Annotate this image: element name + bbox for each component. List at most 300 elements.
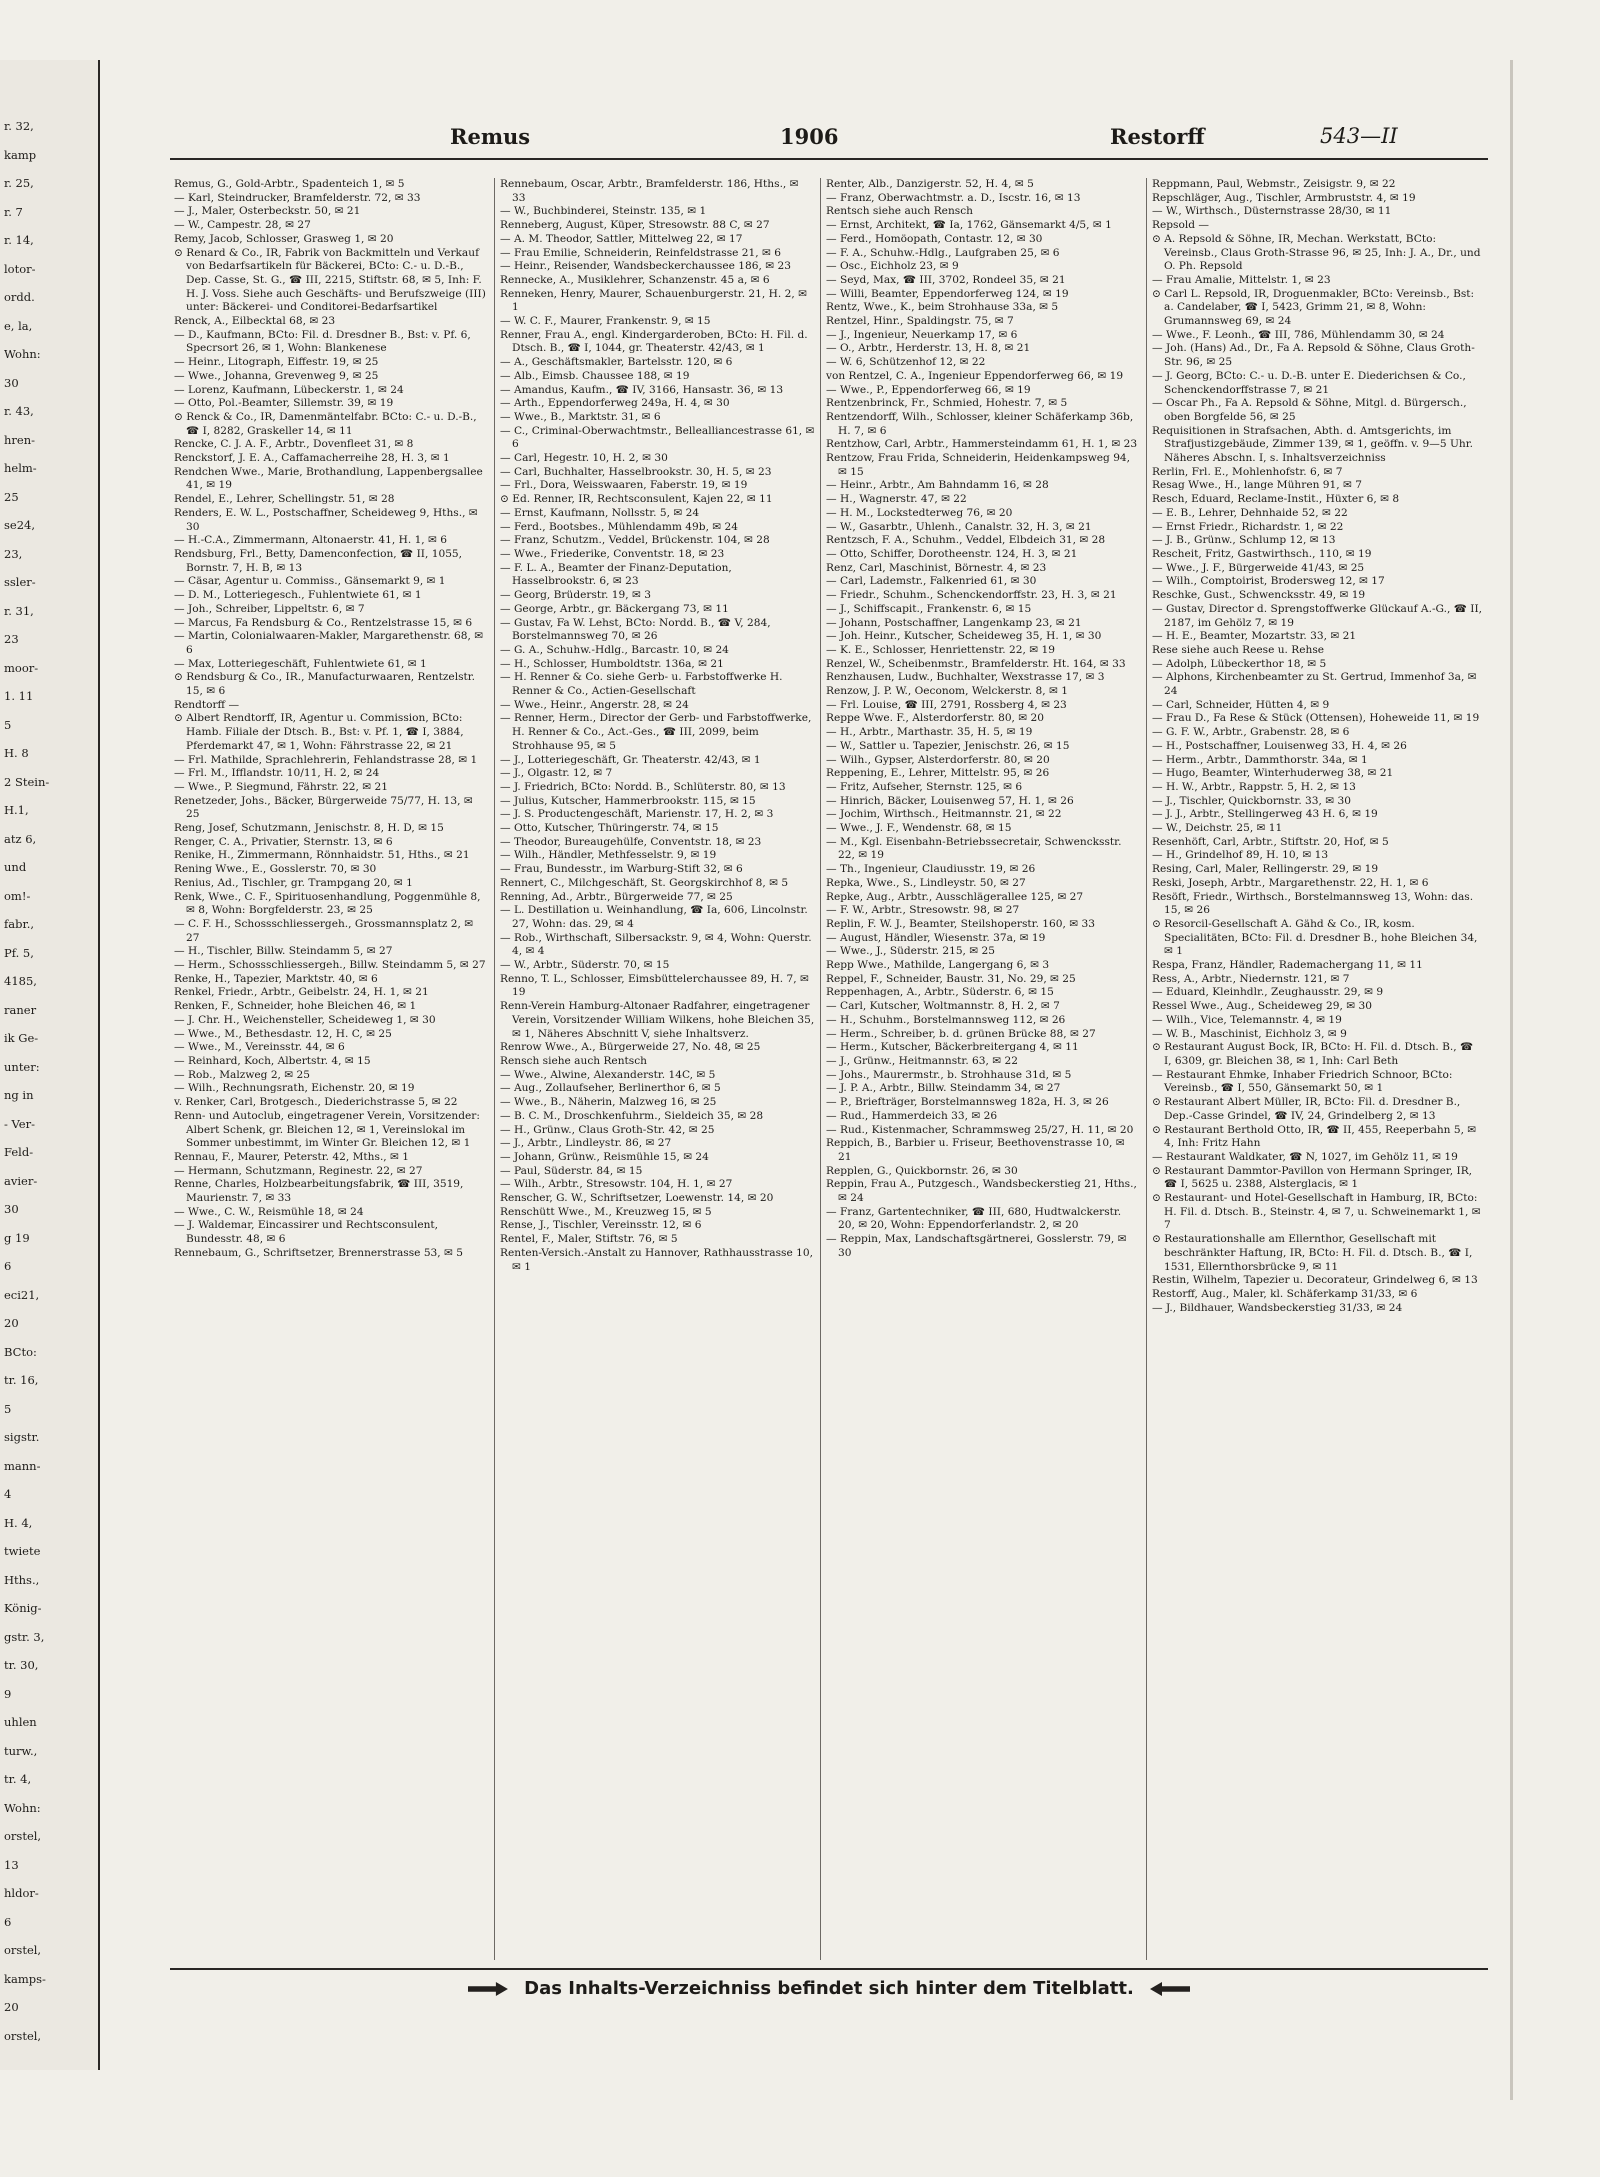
fragment-text: turw.,: [4, 1743, 38, 1758]
fragment-text: atz 6,: [4, 831, 37, 846]
directory-entry: — Wwe., M., Bethesdastr. 12, H. C, ✉ 25: [174, 1027, 392, 1040]
directory-entry: — C., Criminal-Oberwachtmstr., Bellealliancestrasse 61, ✉ 6: [500, 424, 815, 451]
directory-entry: Rendchen Wwe., Marie, Brothandlung, Lappenbergsallee 41, ✉ 19: [174, 465, 483, 492]
header-year: 1906: [780, 124, 839, 149]
directory-entry: — H. Renner & Co. siehe Gerb- u. Farbstoffwerke H. Renner & Co., Actien-Gesellschaft: [500, 671, 783, 698]
directory-entry: Renn- und Autoclub, eingetragener Verein, Vorsitzender: Albert Schenk, gr. Bleichen 12, ✉ 1, Vereinslokal im Sommer unbestimmt, im Winter Gr. Bleichen 12, ✉ 1: [174, 1109, 480, 1150]
directory-entry: ⊙ Resorcil-Gesellschaft A. Gähd & Co., IR, kosm. Specialitäten, BCto: Fil. d. Dresdner B., hohe Bleichen 34, ✉ 1: [1152, 917, 1478, 958]
directory-entry: Renders, E. W. L., Postschaffner, Scheideweg 9, Hths., ✉ 30: [174, 506, 478, 533]
directory-entry: — J. Georg, BCto: C.- u. D.-B. unter E. Diederichsen & Co., Schenckendorffstrasse 7, ✉ 21: [1152, 369, 1466, 396]
directory-entry: — Herm., Schreiber, b. d. grünen Brücke 88, ✉ 27: [826, 1027, 1096, 1040]
directory-entry: — P., Briefträger, Borstelmannsweg 182a, H. 3, ✉ 26: [826, 1096, 1109, 1109]
directory-entry: Reppel, F., Schneider, Baustr. 31, No. 29, ✉ 25: [826, 972, 1076, 985]
directory-entry: — Fritz, Aufseher, Sternstr. 125, ✉ 6: [826, 780, 1023, 793]
directory-entry: — Wilh., Gypser, Alsterdorferstr. 80, ✉ 20: [826, 753, 1050, 766]
fragment-text: ik Ge-: [4, 1031, 39, 1045]
directory-entry: — A. M. Theodor, Sattler, Mittelweg 22, ✉ 17: [500, 232, 743, 245]
directory-entry: Reppenhagen, A., Arbtr., Süderstr. 6, ✉ 15: [826, 986, 1054, 999]
directory-entry: Respa, Franz, Händler, Rademachergang 11, ✉ 11: [1152, 959, 1423, 972]
directory-entry: — Wilh., Händler, Methfesselstr. 9, ✉ 19: [500, 849, 717, 862]
pointing-hand-icon: [1150, 1982, 1190, 1996]
directory-entry: — Wwe., J. F., Bürgerweide 41/43, ✉ 25: [1152, 561, 1365, 574]
directory-entry: ⊙ Restaurant- und Hotel-Gesellschaft in Hamburg, IR, BCto: H. Fil. d. Dtsch. B., Steinstr. 4, ✉ 7, u. Schweinemarkt 1, ✉ 7: [1152, 1192, 1481, 1232]
directory-entry: — W., Buchbinderei, Steinstr. 135, ✉ 1: [500, 205, 707, 218]
directory-entry: Renter, Alb., Danzigerstr. 52, H. 4, ✉ 5: [826, 178, 1034, 190]
directory-entry: — Hugo, Beamter, Winterhuderweg 38, ✉ 21: [1152, 767, 1394, 780]
directory-entry: — W., Campestr. 28, ✉ 27: [174, 219, 311, 232]
directory-entry: — W., Arbtr., Süderstr. 70, ✉ 15: [500, 959, 670, 972]
directory-entry: — Ferd., Bootsbes., Mühlendamm 49b, ✉ 24: [500, 520, 739, 533]
directory-entry: — H., Arbtr., Marthastr. 35, H. 5, ✉ 19: [826, 726, 1033, 739]
directory-entry: — Wilh., Rechnungsrath, Eichenstr. 20, ✉ 19: [174, 1082, 415, 1095]
directory-entry: Renck, A., Eilbecktal 68, ✉ 23: [174, 315, 336, 328]
directory-entry: — J. P. A., Arbtr., Billw. Steindamm 34, ✉ 27: [826, 1082, 1061, 1095]
directory-entry: — W. C. F., Maurer, Frankenstr. 9, ✉ 15: [500, 315, 711, 328]
directory-entry: — Lorenz, Kaufmann, Lübeckerstr. 1, ✉ 24: [174, 383, 404, 396]
directory-entry: — J., Arbtr., Lindleystr. 86, ✉ 27: [500, 1137, 672, 1150]
directory-entry: — B. C. M., Droschkenfuhrm., Sieldeich 35, ✉ 28: [500, 1109, 764, 1122]
directory-entry: — F. A., Schuhw.-Hdlg., Laufgraben 25, ✉ 6: [826, 246, 1060, 259]
directory-entry: — H., Wagnerstr. 47, ✉ 22: [826, 493, 967, 506]
directory-entry: Ress, A., Arbtr., Niedernstr. 121, ✉ 7: [1152, 972, 1350, 985]
fragment-text: 30: [4, 375, 19, 390]
directory-entry: Rendsburg, Frl., Betty, Damenconfection, ☎ II, 1055, Bornstr. 7, H. B, ✉ 13: [174, 547, 463, 574]
directory-entry: Renne, Charles, Holzbearbeitungsfabrik, ☎ III, 3519, Maurienstr. 7, ✉ 33: [174, 1178, 464, 1205]
fragment-text: mann-: [4, 1458, 41, 1473]
fragment-text: König-: [4, 1601, 42, 1615]
directory-entry: Reschke, Gust., Schwencksstr. 49, ✉ 19: [1152, 589, 1366, 602]
directory-entry: — Wwe., Friederike, Conventstr. 18, ✉ 23: [500, 547, 725, 560]
directory-entry: — H., Tischler, Billw. Steindamm 5, ✉ 27: [174, 945, 393, 958]
directory-entry: — Frl. M., Ifflandstr. 10/11, H. 2, ✉ 24: [174, 767, 380, 780]
fragment-text: se24,: [4, 518, 35, 532]
directory-entry: Repp Wwe., Mathilde, Langergang 6, ✉ 3: [826, 959, 1050, 972]
fragment-text: raner: [4, 1002, 37, 1017]
directory-entry: — Carl, Kutscher, Woltmannstr. 8, H. 2, ✉ 7: [826, 1000, 1060, 1013]
directory-entry: — Wwe., Alwine, Alexanderstr. 14C, ✉ 5: [500, 1068, 716, 1081]
column-1: [174, 178, 489, 1960]
directory-entry: — Osc., Eichholz 23, ✉ 9: [826, 260, 959, 273]
directory-entry: Reppich, B., Barbier u. Friseur, Beethovenstrasse 10, ✉ 21: [826, 1137, 1125, 1163]
fragment-text: ordd.: [4, 290, 35, 304]
directory-entry: Rennert, C., Milchgeschäft, St. Georgskirchhof 8, ✉ 5: [500, 876, 789, 889]
directory-entry: ⊙ Restaurationshalle am Ellernthor, Gesellschaft mit beschränkter Haftung, IR, BCto: H. Fil. d. Dtsch. B., ☎ I, 1531, Ellernthorsbrücke 9, ✉ 11: [1152, 1233, 1473, 1273]
fragment-text: ng in: [4, 1088, 34, 1102]
directory-entry: — Hinrich, Bäcker, Louisenweg 57, H. 1, ✉ 26: [826, 794, 1074, 807]
directory-entry: — George, Arbtr., gr. Bäckergang 73, ✉ 11: [500, 602, 729, 615]
fragment-text: 9: [4, 1686, 12, 1701]
directory-entry: — J., Olgastr. 12, ✉ 7: [500, 767, 613, 780]
directory-entry: Renzel, W., Scheibenmstr., Bramfelderstr. Ht. 164, ✉ 33: [826, 657, 1126, 670]
directory-entry: — H., Schuhm., Borstelmannsweg 112, ✉ 26: [826, 1013, 1066, 1026]
directory-entry: Rendel, E., Lehrer, Schellingstr. 51, ✉ 28: [174, 493, 395, 506]
fragment-text: 13: [4, 1857, 19, 1872]
directory-entry: Reppmann, Paul, Webmstr., Zeisigstr. 9, ✉ 22: [1152, 178, 1396, 190]
fragment-text: Wohn:: [4, 347, 41, 361]
directory-entry: — Heinr., Reisender, Wandsbeckerchaussee 186, ✉ 23: [500, 260, 791, 273]
directory-entry: — Hermann, Schutzmann, Reginestr. 22, ✉ 27: [174, 1164, 423, 1177]
fragment-text: 5: [4, 1401, 12, 1416]
directory-entry: — Franz, Oberwachtmstr. a. D., Iscstr. 16, ✉ 13: [826, 191, 1081, 204]
fragment-text: r. 31,: [4, 603, 34, 618]
directory-entry: — Restaurant Waldkater, ☎ N, 1027, im Gehölz 11, ✉ 19: [1152, 1150, 1458, 1163]
directory-entry: Restin, Wilhelm, Tapezier u. Decorateur, Grindelweg 6, ✉ 13: [1152, 1274, 1478, 1287]
fragment-text: fabr.,: [4, 917, 35, 931]
directory-entry: Resch, Eduard, Reclame-Instit., Hüxter 6, ✉ 8: [1152, 493, 1400, 506]
directory-entry: — Johs., Maurermstr., b. Strohhause 31d, ✉ 5: [826, 1068, 1072, 1081]
directory-entry: — J. S. Productengeschäft, Marienstr. 17, H. 2, ✉ 3: [500, 808, 774, 821]
directory-entry: — Restaurant Ehmke, Inhaber Friedrich Schnoor, BCto: Vereinsb., ☎ I, 550, Gänsemarkt 50, ✉ 1: [1152, 1068, 1453, 1095]
running-header: [150, 116, 1480, 156]
directory-entry: Resag Wwe., H., lange Mühren 91, ✉ 7: [1152, 479, 1362, 492]
directory-entry: Reng, Josef, Schutzmann, Jenischstr. 8, H. D, ✉ 15: [174, 822, 444, 835]
directory-entry: Rescheit, Fritz, Gastwirthsch., 110, ✉ 19: [1152, 547, 1372, 560]
fragment-text: 25: [4, 489, 19, 504]
directory-entry: Renk, Wwe., C. F., Spirituosenhandlung, Poggenmühle 8, ✉ 8, Wohn: Borgfelderstr. 23, ✉ 25: [174, 890, 481, 917]
directory-entry: — Joh., Schreiber, Lippeltstr. 6, ✉ 7: [174, 602, 365, 615]
fragment-text: 23,: [4, 546, 23, 561]
directory-entry: Renike, H., Zimmermann, Rönnhaidstr. 51, Hths., ✉ 21: [174, 849, 470, 862]
directory-entry: — W., Sattler u. Tapezier, Jenischstr. 26, ✉ 15: [826, 739, 1070, 752]
footer-rule: [170, 1968, 1488, 1970]
directory-entry: Rennebaum, Oscar, Arbtr., Bramfelderstr. 186, Hths., ✉ 33: [500, 178, 799, 204]
directory-entry: Rentzow, Frau Frida, Schneiderin, Heidenkampsweg 94, ✉ 15: [826, 452, 1131, 478]
directory-entry: ⊙ A. Repsold & Söhne, IR, Mechan. Werkstatt, BCto: Vereinsb., Claus Groth-Strasse 96, ✉ 25, Inh: J. A., Dr., und O. Ph. Repsold: [1152, 232, 1481, 273]
header-right-keyword: Restorff: [1110, 124, 1205, 149]
directory-entry: — L. Destillation u. Weinhandlung, ☎ Ia, 606, Lincolnstr. 27, Wohn: das. 29, ✉ 4: [500, 904, 808, 930]
directory-entry: — Wwe., P., Eppendorferweg 66, ✉ 19: [826, 383, 1031, 396]
directory-entry: — Franz, Schutzm., Veddel, Brückenstr. 104, ✉ 28: [500, 534, 770, 547]
fragment-text: twiete: [4, 1544, 41, 1558]
directory-entry: — Alb., Eimsb. Chaussee 188, ✉ 19: [500, 369, 690, 382]
pointing-hand-icon: [468, 1982, 508, 1996]
directory-entry: Rentsch siehe auch Rensch: [826, 205, 973, 218]
directory-entry: — Ferd., Homöopath, Contastr. 12, ✉ 30: [826, 232, 1043, 245]
directory-entry: Restorff, Aug., Maler, kl. Schäferkamp 31/33, ✉ 6: [1152, 1287, 1418, 1300]
directory-entry: — Paul, Süderstr. 84, ✉ 15: [500, 1164, 643, 1177]
column-3: [826, 178, 1141, 1960]
directory-entry: Renger, C. A., Privatier, Sternstr. 13, ✉ 6: [174, 835, 393, 848]
directory-entry: — Julius, Kutscher, Hammerbrookstr. 115, ✉ 15: [500, 794, 756, 807]
directory-entry: — Theodor, Bureaugehülfe, Conventstr. 18, ✉ 23: [500, 835, 762, 848]
directory-entry: — J., Bildhauer, Wandsbeckerstieg 31/33, ✉ 24: [1152, 1301, 1403, 1314]
directory-entry: Rerlin, Frl. E., Mohlenhofstr. 6, ✉ 7: [1152, 465, 1343, 478]
fragment-text: sigstr.: [4, 1430, 40, 1444]
directory-entry: — Frl. Louise, ☎ III, 2791, Rossberg 4, ✉ 23: [826, 698, 1067, 711]
page-edge: [1510, 60, 1513, 2100]
fragment-text: 2 Stein-: [4, 774, 50, 789]
directory-entry: ⊙ Albert Rendtorff, IR, Agentur u. Commission, BCto: Hamb. Filiale der Dtsch. B., Bst: v. Pf. 1, ☎ I, 3884, Pferdemarkt 47, ✉ 1, Wohn: Fährstrasse 22, ✉ 21: [174, 712, 464, 752]
directory-entry: — Rud., Kistenmacher, Schrammsweg 25/27, H. 11, ✉ 20: [826, 1123, 1134, 1136]
directory-entry: — Heinr., Arbtr., Am Bahndamm 16, ✉ 28: [826, 479, 1049, 492]
directory-entry: — Carl, Hegestr. 10, H. 2, ✉ 30: [500, 452, 668, 465]
directory-entry: Renzhausen, Ludw., Buchhalter, Wexstrasse 17, ✉ 3: [826, 671, 1105, 684]
directory-entry: — Johann, Grünw., Reismühle 15, ✉ 24: [500, 1150, 709, 1163]
directory-entry: — D., Kaufmann, BCto: Fil. d. Dresdner B., Bst: v. Pf. 6, Specrsort 26, ✉ 1, Wohn: Blankenese: [174, 328, 471, 355]
directory-entry: Rennebaum, G., Schriftsetzer, Brennerstrasse 53, ✉ 5: [174, 1246, 464, 1259]
directory-entry: — J., Grünw., Heitmannstr. 63, ✉ 22: [826, 1055, 1018, 1067]
directory-entry: — Frau Emilie, Schneiderin, Reinfeldstrasse 21, ✉ 6: [500, 246, 781, 259]
directory-entry: — K. E., Schlosser, Henriettenstr. 22, ✉ 19: [826, 643, 1055, 656]
directory-entry: Rendtorff —: [174, 698, 240, 711]
fragment-text: uhlen: [4, 1715, 37, 1729]
directory-entry: — Karl, Steindrucker, Bramfelderstr. 72, ✉ 33: [174, 191, 421, 204]
fragment-text: orstel,: [4, 2028, 42, 2043]
fragment-text: 4: [4, 1487, 12, 1501]
fragment-text: r. 43,: [4, 404, 34, 418]
directory-entry: Reski, Joseph, Arbtr., Margarethenstr. 22, H. 1, ✉ 6: [1152, 876, 1429, 889]
directory-entry: Resenhöft, Carl, Arbtr., Stiftstr. 20, Hof, ✉ 5: [1152, 835, 1389, 848]
directory-entry: ⊙ Restaurant Dammtor-Pavillon von Hermann Springer, IR, ☎ I, 5625 u. 2388, Alsterglacis, ✉ 1: [1152, 1164, 1473, 1191]
column-divider: [494, 178, 495, 1960]
directory-entry: Renkel, Friedr., Arbtr., Geibelstr. 24, H. 1, ✉ 21: [174, 986, 429, 999]
directory-entry: Repsold —: [1152, 219, 1209, 232]
fragment-text: r. 14,: [4, 233, 34, 247]
directory-entry: — W., Wirthsch., Düsternstrasse 28/30, ✉ 11: [1152, 205, 1392, 218]
directory-entry: — J., Maler, Osterbeckstr. 50, ✉ 21: [174, 205, 361, 218]
directory-entry: — W. 6, Schützenhof 12, ✉ 22: [826, 356, 986, 369]
directory-entry: Renten-Versich.-Anstalt zu Hannover, Rathhausstrasse 10, ✉ 1: [500, 1246, 813, 1273]
directory-entry: Renner, Frau A., engl. Kindergarderoben, BCto: H. Fil. d. Dtsch. B., ☎ I, 1044, gr. Theaterstr. 42/43, ✉ 1: [500, 328, 808, 355]
directory-entry: — Herm., Kutscher, Bäckerbreitergang 4, ✉ 11: [826, 1041, 1079, 1054]
directory-entry: — Johann, Postschaffner, Langenkamp 23, ✉ 21: [826, 616, 1082, 629]
directory-entry: — Amandus, Kaufm., ☎ IV, 3166, Hansastr. 36, ✉ 13: [500, 383, 784, 396]
directory-entry: Rese siehe auch Reese u. Rehse: [1152, 643, 1325, 656]
directory-entry: — W. B., Maschinist, Eichholz 3, ✉ 9: [1152, 1027, 1347, 1040]
directory-entry: Repplen, G., Quickbornstr. 26, ✉ 30: [826, 1164, 1018, 1177]
directory-entry: — H., Grünw., Claus Groth-Str. 42, ✉ 25: [500, 1123, 715, 1136]
directory-entry: — Carl, Buchhalter, Hasselbrookstr. 30, H. 5, ✉ 23: [500, 465, 772, 478]
directory-entry: — J. B., Grünw., Schlump 12, ✉ 13: [1152, 534, 1336, 547]
fragment-text: eci21,: [4, 1287, 40, 1302]
directory-entry: Rentzenbrinck, Fr., Schmied, Hohestr. 7, ✉ 5: [826, 397, 1068, 410]
fragment-text: r. 25,: [4, 176, 34, 190]
directory-entry: Renke, H., Tapezier, Marktstr. 40, ✉ 6: [174, 972, 378, 985]
directory-entry: Remus, G., Gold-Arbtr., Spadenteich 1, ✉ 5: [174, 178, 405, 190]
fragment-text: 20: [4, 2000, 19, 2014]
fragment-text: r. 32,: [4, 119, 34, 133]
directory-entry: — Frl. Mathilde, Sprachlehrerin, Fehlandstrasse 28, ✉ 1: [174, 753, 478, 766]
directory-entry: — Wwe., Johanna, Grevenweg 9, ✉ 25: [174, 369, 379, 382]
directory-entry: Renn-Verein Hamburg-Altonaer Radfahrer, eingetragener Verein, Vorsitzender William Wilkens, hohe Bleichen 35, ✉ 1, Näheres Abschnitt V, siehe Inhaltsverz.: [500, 1000, 815, 1040]
directory-entry: Rensch siehe auch Rentsch: [500, 1055, 647, 1067]
directory-entry: — Wwe., P. Siegmund, Fährstr. 22, ✉ 21: [174, 780, 389, 793]
directory-entry: — H. E., Beamter, Mozartstr. 33, ✉ 21: [1152, 630, 1357, 643]
directory-entry: — Friedr., Schuhm., Schenckendorffstr. 23, H. 3, ✉ 21: [826, 589, 1117, 602]
fragment-text: 1. 11: [4, 689, 34, 703]
fragment-text: hldor-: [4, 1886, 39, 1900]
directory-entry: — Cäsar, Agentur u. Commiss., Gänsemarkt 9, ✉ 1: [174, 575, 446, 588]
page-number: 543—II: [1320, 124, 1398, 148]
directory-entry: von Rentzel, C. A., Ingenieur Eppendorferweg 66, ✉ 19: [826, 369, 1124, 382]
directory-entry: — Martin, Colonialwaaren-Makler, Margarethenstr. 68, ✉ 6: [174, 630, 484, 656]
directory-entry: Rennecke, A., Musiklehrer, Schanzenstr. 45 a, ✉ 6: [500, 273, 770, 286]
directory-entry: — Reinhard, Koch, Albertstr. 4, ✉ 15: [174, 1055, 371, 1067]
directory-entry: — Herm., Arbtr., Dammthorstr. 34a, ✉ 1: [1152, 753, 1368, 766]
directory-entry: — E. B., Lehrer, Dehnhaide 52, ✉ 22: [1152, 506, 1348, 519]
directory-entry: ⊙ Ed. Renner, IR, Rechtsconsulent, Kajen 22, ✉ 11: [500, 493, 773, 506]
directory-entry: — Jochim, Wirthsch., Heitmannstr. 21, ✉ 22: [826, 808, 1062, 821]
directory-entry: — Th., Ingenieur, Claudiusstr. 19, ✉ 26: [826, 863, 1036, 876]
directory-entry: — Ernst, Architekt, ☎ Ia, 1762, Gänsemarkt 4/5, ✉ 1: [826, 219, 1112, 232]
directory-entry: — Rud., Hammerdeich 33, ✉ 26: [826, 1109, 998, 1122]
directory-entry: Repka, Wwe., S., Lindleystr. 50, ✉ 27: [826, 876, 1026, 889]
directory-entry: — Reppin, Max, Landschaftsgärtnerei, Gosslerstr. 79, ✉ 30: [826, 1233, 1127, 1259]
fragment-text: 6: [4, 1914, 12, 1929]
directory-entry: Reppe Wwe. F., Alsterdorferstr. 80, ✉ 20: [826, 712, 1045, 725]
adjacent-page-fragment: [0, 60, 100, 2070]
directory-entry: — J. Friedrich, BCto: Nordd. B., Schlüterstr. 80, ✉ 13: [500, 780, 786, 793]
directory-entry: Rense, J., Tischler, Vereinsstr. 12, ✉ 6: [500, 1219, 702, 1232]
directory-entry: Reppin, Frau A., Putzgesch., Wandsbeckerstieg 21, Hths., ✉ 24: [826, 1178, 1137, 1205]
directory-entry: Rennau, F., Maurer, Peterstr. 42, Mths., ✉ 1: [174, 1150, 410, 1163]
directory-entry: — Otto, Schiffer, Dorotheenstr. 124, H. 3, ✉ 21: [826, 547, 1078, 560]
directory-entry: — Wwe., J., Süderstr. 215, ✉ 25: [826, 945, 996, 958]
fragment-text: Feld-: [4, 1145, 34, 1159]
directory-entry: — F. W., Arbtr., Stresowstr. 98, ✉ 27: [826, 904, 1020, 917]
directory-entry: Repschläger, Aug., Tischler, Armbruststr. 4, ✉ 19: [1152, 191, 1416, 204]
directory-entry: — O., Arbtr., Herderstr. 13, H. 8, ✉ 21: [826, 342, 1031, 355]
fragment-text: H. 4,: [4, 1515, 33, 1530]
directory-entry: ⊙ Renard & Co., IR, Fabrik von Backmitteln und Verkauf von Bedarfsartikeln für Bäckerei, BCto: C.- u. D.-B., Dep. Casse, St. G., ☎ III, 2215, Stiftstr. 68, ✉ 5, Inh: F. H. J. Voss. Siehe auch Geschäfts- und Berufszweige (III) unter: Bäckerei- und Conditorei-Bedarfsartikel: [174, 246, 486, 314]
directory-entry: Renneken, Henry, Maurer, Schauenburgerstr. 21, H. 2, ✉ 1: [500, 287, 807, 314]
directory-entry: — Otto, Pol.-Beamter, Sillemstr. 39, ✉ 19: [174, 397, 394, 410]
directory-entry: — H. W., Arbtr., Rappstr. 5, H. 2, ✉ 13: [1152, 780, 1356, 793]
directory-entry: — J. Chr. H., Weichensteller, Scheideweg 1, ✉ 30: [174, 1013, 436, 1026]
directory-entry: ⊙ Carl L. Repsold, IR, Droguenmakler, BCto: Vereinsb., Bst: a. Candelaber, ☎ I, 5423, Grimm 21, ✉ 8, Wohn: Grumannsweg 69, ✉ 24: [1152, 287, 1475, 328]
directory-entry: — G. A., Schuhw.-Hdlg., Barcastr. 10, ✉ 24: [500, 643, 729, 656]
directory-entry: — Ernst, Kaufmann, Nollsstr. 5, ✉ 24: [500, 506, 700, 519]
footer-text: Das Inhalts-Verzeichniss befindet sich hinter dem Titelblatt.: [524, 1978, 1134, 1999]
directory-entry: — Max, Lotteriegeschäft, Fuhlentwiete 61, ✉ 1: [174, 657, 427, 670]
fragment-text: 20: [4, 1316, 19, 1330]
header-rule: [170, 158, 1488, 160]
fragment-text: 6: [4, 1259, 12, 1273]
directory-entry: Renscher, G. W., Schriftsetzer, Loewenstr. 14, ✉ 20: [500, 1192, 774, 1205]
directory-entry: — Wwe., B., Näherin, Malzweg 16, ✉ 25: [500, 1096, 717, 1109]
directory-entry: Rentel, F., Maler, Stiftstr. 76, ✉ 5: [500, 1233, 678, 1246]
directory-entry: — Carl, Lademstr., Falkenried 61, ✉ 30: [826, 575, 1037, 588]
directory-entry: — Ernst Friedr., Richardstr. 1, ✉ 22: [1152, 520, 1344, 533]
directory-entry: Renzow, J. P. W., Oeconom, Welckerstr. 8, ✉ 1: [826, 685, 1068, 698]
directory-entry: — Arth., Eppendorferweg 249a, H. 4, ✉ 30: [500, 397, 730, 410]
directory-entry: — Heinr., Litograph, Eiffestr. 19, ✉ 25: [174, 356, 379, 369]
fragment-text: orstel,: [4, 1829, 42, 1843]
directory-entry: — Wwe., B., Marktstr. 31, ✉ 6: [500, 410, 661, 423]
directory-entry: ⊙ Restaurant Berthold Otto, IR, ☎ II, 455, Reeperbahn 5, ✉ 4, Inh: Fritz Hahn: [1152, 1123, 1477, 1150]
directory-entry: — Wilh., Arbtr., Stresowstr. 104, H. 1, ✉ 27: [500, 1178, 733, 1191]
directory-entry: — Wwe., C. W., Reismühle 18, ✉ 24: [174, 1205, 364, 1218]
directory-entry: — G. F. W., Arbtr., Grabenstr. 28, ✉ 6: [1152, 726, 1350, 739]
fragment-text: - Ver-: [4, 1116, 35, 1131]
directory-entry: — Frl., Dora, Weisswaaren, Faberstr. 19, ✉ 19: [500, 479, 748, 492]
directory-entry: Rening Wwe., E., Gosslerstr. 70, ✉ 30: [174, 863, 377, 876]
directory-entry: — Eduard, Kleinhdlr., Zeughausstr. 29, ✉ 9: [1152, 986, 1384, 999]
fragment-text: hren-: [4, 432, 36, 447]
directory-entry: — Adolph, Lübeckerthor 18, ✉ 5: [1152, 657, 1327, 670]
directory-entry: Renschütt Wwe., M., Kreuzweg 15, ✉ 5: [500, 1205, 712, 1218]
directory-entry: Renrow Wwe., A., Bürgerweide 27, No. 48, ✉ 25: [500, 1041, 761, 1054]
directory-entry: Renetzeder, Johs., Bäcker, Bürgerweide 75/77, H. 13, ✉ 25: [174, 794, 473, 821]
fragment-text: lotor-: [4, 261, 36, 276]
directory-entry: Rentz, Wwe., K., beim Strohhause 33a, ✉ 5: [826, 301, 1059, 314]
directory-entry: — A., Geschäftsmakler, Bartelsstr. 120, ✉ 6: [500, 356, 733, 369]
fragment-text: avier-: [4, 1173, 38, 1188]
fragment-text: e, la,: [4, 318, 33, 333]
directory-entry: — H., Postschaffner, Louisenweg 33, H. 4, ✉ 26: [1152, 739, 1407, 752]
directory-entry: — Frau Amalie, Mittelstr. 1, ✉ 23: [1152, 273, 1331, 286]
fragment-text: helm-: [4, 461, 37, 475]
fragment-text: 23: [4, 632, 19, 646]
directory-entry: Repke, Aug., Arbtr., Ausschlägerallee 125, ✉ 27: [826, 890, 1084, 903]
fragment-text: H. 8: [4, 746, 29, 760]
fragment-text: 5: [4, 717, 12, 732]
directory-entry: — J., Lotteriegeschäft, Gr. Theaterstr. 42/43, ✉ 1: [500, 753, 761, 766]
directory-entry: Renckstorf, J. E. A., Caffamacherreihe 28, H. 3, ✉ 1: [174, 452, 450, 465]
directory-entry: Renz, Carl, Maschinist, Börnestr. 4, ✉ 23: [826, 561, 1047, 574]
directory-entry: Renken, F., Schneider, hohe Bleichen 46, ✉ 1: [174, 1000, 417, 1013]
directory-entry: Renneberg, August, Küper, Stresowstr. 88 C, ✉ 27: [500, 219, 770, 232]
directory-entry: — Gustav, Fa W. Lehst, BCto: Nordd. B., ☎ V, 284, Borstelmannsweg 70, ✉ 26: [500, 616, 771, 643]
fragment-text: r. 7: [4, 204, 23, 219]
column-2: [500, 178, 815, 1960]
directory-entry: — Otto, Kutscher, Thüringerstr. 74, ✉ 15: [500, 822, 719, 835]
directory-entry: — Franz, Gartentechniker, ☎ III, 680, Hudtwalckerstr. 20, ✉ 20, Wohn: Eppendorferlandstr. 2, ✉ 20: [826, 1205, 1122, 1232]
directory-entry: — M., Kgl. Eisenbahn-Betriebssecretair, Schwencksstr. 22, ✉ 19: [826, 835, 1122, 862]
directory-entry: Replin, F. W. J., Beamter, Steilshoperstr. 160, ✉ 33: [826, 917, 1095, 930]
fragment-text: 30: [4, 1202, 19, 1216]
directory-entry: — Carl, Schneider, Hütten 4, ✉ 9: [1152, 698, 1330, 711]
directory-entry: — H. M., Lockstedterweg 76, ✉ 20: [826, 506, 1013, 519]
directory-entry: — Georg, Brüderstr. 19, ✉ 3: [500, 589, 651, 602]
fragment-text: tr. 30,: [4, 1658, 39, 1672]
fragment-text: 4185,: [4, 974, 37, 988]
fragment-text: Wohn:: [4, 1800, 41, 1815]
directory-entry: — H., Grindelhof 89, H. 10, ✉ 13: [1152, 849, 1329, 862]
fragment-text: kamps-: [4, 1971, 46, 1986]
directory-entry: — Rob., Malzweg 2, ✉ 25: [174, 1068, 311, 1081]
fragment-text: und: [4, 860, 27, 874]
directory-entry: Rentzhow, Carl, Arbtr., Hammersteindamm 61, H. 1, ✉ 23: [826, 438, 1138, 451]
directory-page: [150, 116, 1483, 2076]
directory-entry: ⊙ Restaurant Albert Müller, IR, BCto: Fil. d. Dresdner B., Dep.-Casse Grindel, ☎ IV, 24, Grindelberg 2, ✉ 13: [1152, 1096, 1461, 1122]
directory-entry: — Seyd, Max, ☎ III, 3702, Rondeel 35, ✉ 21: [826, 273, 1066, 286]
directory-entry: — Joh. Heinr., Kutscher, Scheideweg 35, H. 1, ✉ 30: [826, 630, 1102, 643]
column-divider: [820, 178, 821, 1960]
directory-entry: — Gustav, Director d. Sprengstoffwerke Glückauf A.-G., ☎ II, 2187, im Gehölz 7, ✉ 19: [1152, 602, 1483, 629]
directory-entry: — J. J., Arbtr., Stellingerweg 43 H. 6, ✉ 19: [1152, 808, 1378, 821]
directory-entry: — Wwe., Heinr., Angerstr. 28, ✉ 24: [500, 698, 689, 711]
directory-entry: — J., Tischler, Quickbornstr. 33, ✉ 30: [1152, 794, 1351, 807]
directory-entry: — Joh. (Hans) Ad., Dr., Fa A. Repsold & Söhne, Claus Groth-Str. 96, ✉ 25: [1152, 342, 1475, 369]
fragment-text: kamp: [4, 147, 37, 162]
directory-entry: Resöft, Friedr., Wirthsch., Borstelmannsweg 13, Wohn: das. 15, ✉ 26: [1152, 890, 1474, 917]
directory-entry: — Wwe., J. F., Wendenstr. 68, ✉ 15: [826, 822, 1012, 835]
directory-entry: — Rob., Wirthschaft, Silbersackstr. 9, ✉ 4, Wohn: Querstr. 4, ✉ 4: [500, 931, 812, 958]
fragment-text: om!-: [4, 888, 31, 903]
directory-entry: — Frau, Bundesstr., im Warburg-Stift 32, ✉ 6: [500, 863, 743, 876]
directory-entry: Rentzsch, F. A., Schuhm., Veddel, Elbdeich 31, ✉ 28: [826, 534, 1106, 547]
fragment-text: unter:: [4, 1059, 40, 1074]
directory-entry: — Oscar Ph., Fa A. Repsold & Söhne, Mitgl. d. Bürgersch., oben Borgfelde 56, ✉ 25: [1152, 397, 1467, 423]
fragment-text: tr. 4,: [4, 1772, 32, 1786]
directory-entry: — August, Händler, Wiesenstr. 37a, ✉ 19: [826, 931, 1046, 944]
directory-entry: — J., Schiffscapit., Frankenstr. 6, ✉ 15: [826, 602, 1032, 615]
directory-entry: — Renner, Herm., Director der Gerb- und Farbstoffwerke, H. Renner & Co., Act.-Ges., ☎ III, 2099, beim Strohhause 95, ✉ 5: [500, 712, 812, 752]
header-left-keyword: Remus: [450, 124, 531, 149]
directory-entry: Resing, Carl, Maler, Rellingerstr. 29, ✉ 19: [1152, 863, 1379, 876]
fragment-text: Hths.,: [4, 1572, 40, 1587]
